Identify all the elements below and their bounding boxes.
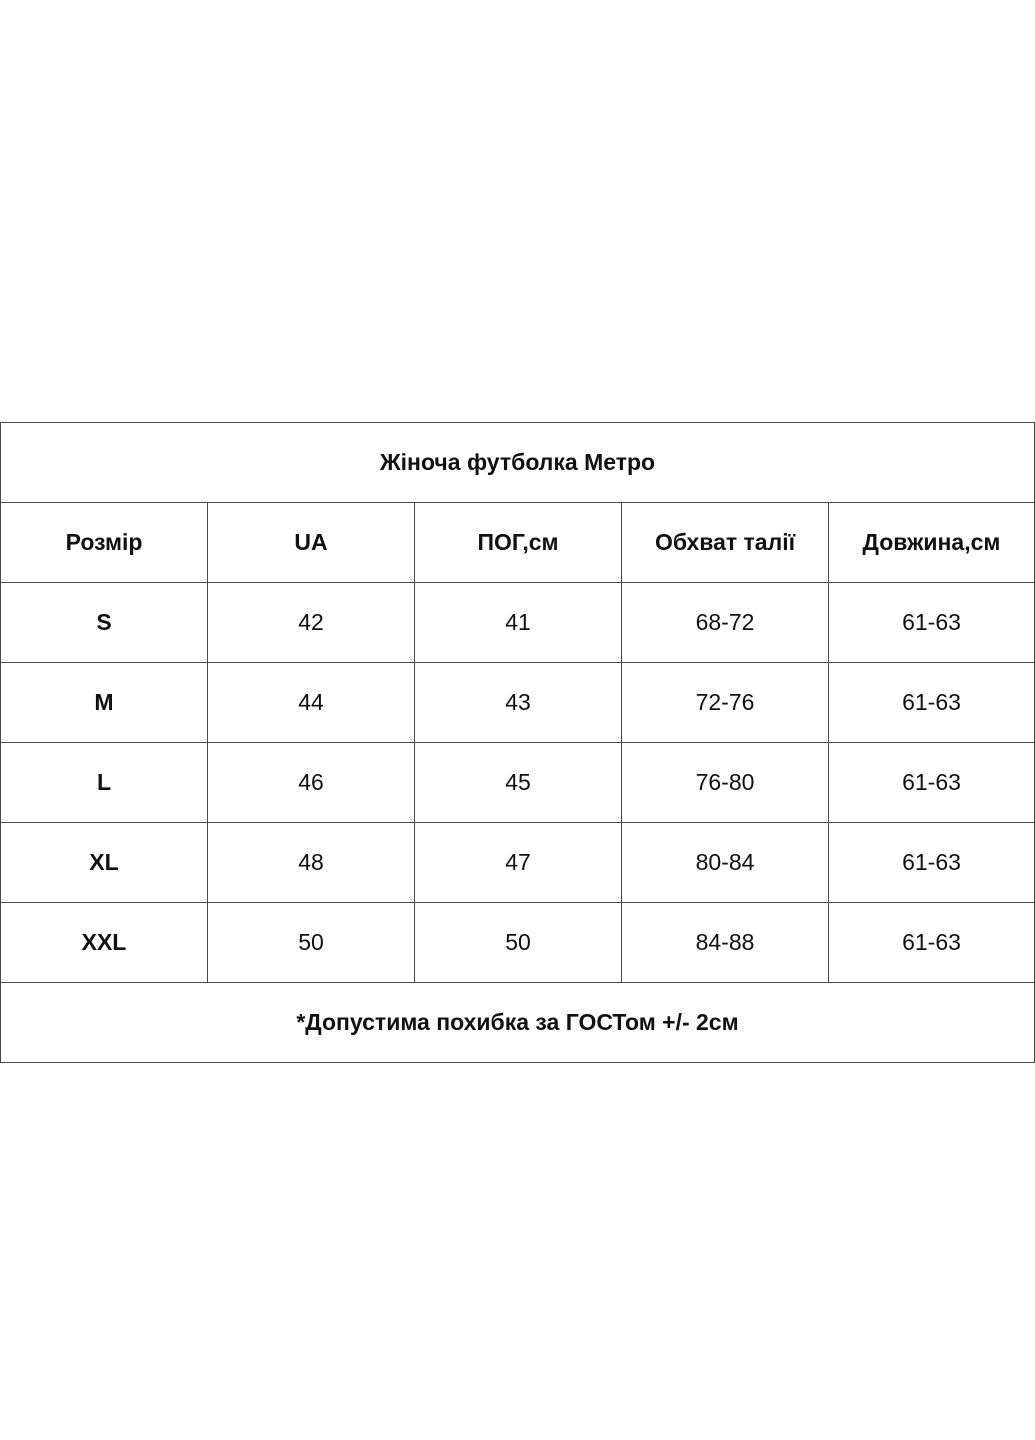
table-row — [1, 743, 1035, 823]
size-cell: XL — [1, 823, 208, 903]
size-cell: S — [1, 583, 208, 663]
waist-cell: 84-88 — [622, 903, 829, 983]
size-cell: XXL — [1, 903, 208, 983]
length-cell: 61-63 — [829, 663, 1035, 743]
column-header-chest: ПОГ,см — [415, 503, 622, 583]
table-title-row — [1, 423, 1035, 503]
size-cell: L — [1, 743, 208, 823]
waist-cell: 80-84 — [622, 823, 829, 903]
table-header-row — [1, 503, 1035, 583]
column-header-length: Довжина,см — [829, 503, 1035, 583]
ua-cell: 46 — [208, 743, 415, 823]
length-cell: 61-63 — [829, 823, 1035, 903]
size-chart-table — [0, 422, 1035, 1063]
size-cell: M — [1, 663, 208, 743]
column-header-ua: UA — [208, 503, 415, 583]
column-header-waist: Обхват талії — [622, 503, 829, 583]
table-row — [1, 663, 1035, 743]
table-footnote-row — [1, 983, 1035, 1063]
waist-cell: 72-76 — [622, 663, 829, 743]
length-cell: 61-63 — [829, 743, 1035, 823]
waist-cell: 68-72 — [622, 583, 829, 663]
table-row — [1, 583, 1035, 663]
waist-cell: 76-80 — [622, 743, 829, 823]
table-row — [1, 823, 1035, 903]
table-title: Жіноча футболка Метро — [1, 423, 1035, 503]
table-row — [1, 903, 1035, 983]
ua-cell: 44 — [208, 663, 415, 743]
chest-cell: 45 — [415, 743, 622, 823]
ua-cell: 50 — [208, 903, 415, 983]
chest-cell: 43 — [415, 663, 622, 743]
ua-cell: 48 — [208, 823, 415, 903]
ua-cell: 42 — [208, 583, 415, 663]
chest-cell: 41 — [415, 583, 622, 663]
chest-cell: 50 — [415, 903, 622, 983]
chest-cell: 47 — [415, 823, 622, 903]
length-cell: 61-63 — [829, 583, 1035, 663]
column-header-size: Розмір — [1, 503, 208, 583]
length-cell: 61-63 — [829, 903, 1035, 983]
table-footnote: *Допустима похибка за ГОСТом +/- 2см — [1, 983, 1035, 1063]
